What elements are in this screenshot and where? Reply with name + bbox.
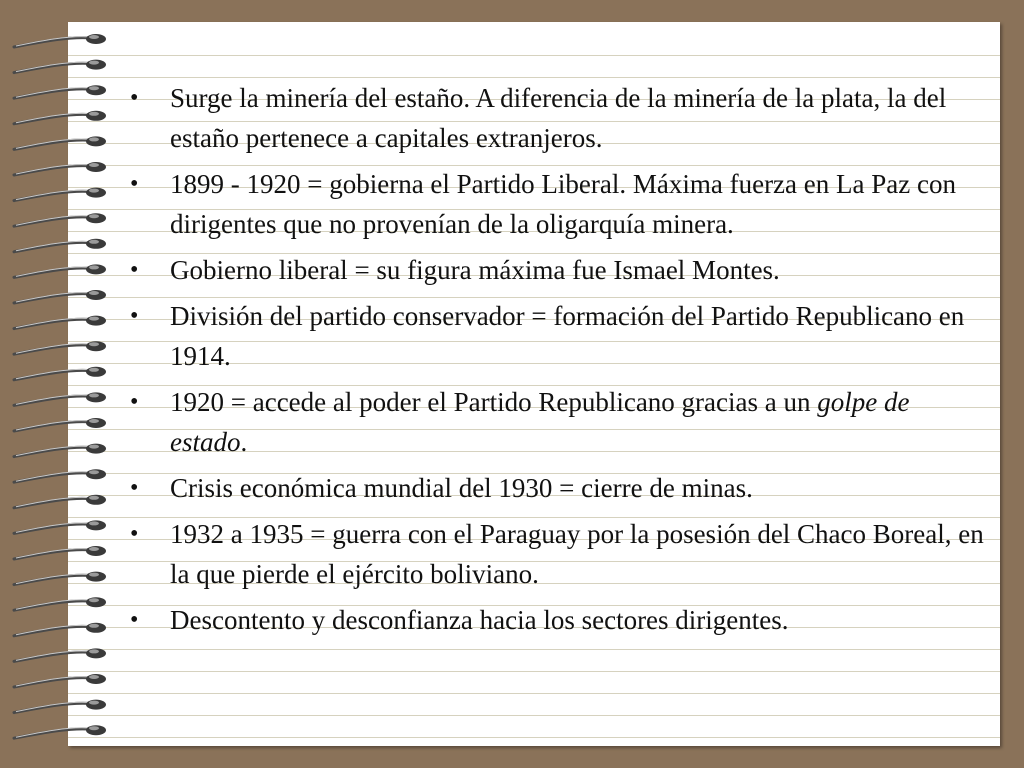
list-item bbox=[128, 468, 988, 508]
list-item bbox=[128, 78, 988, 158]
bullet-list bbox=[128, 78, 988, 646]
bullet-text: División del partido conservador = formación del Partido Republicano en 1914. bbox=[170, 301, 965, 371]
bullet-point: • bbox=[130, 257, 139, 283]
list-item bbox=[128, 382, 988, 462]
list-item bbox=[128, 600, 988, 640]
binding-ring bbox=[14, 188, 106, 201]
bullet-point: • bbox=[130, 475, 139, 501]
binding-ring bbox=[14, 674, 106, 687]
list-item bbox=[128, 164, 988, 244]
binding-ring bbox=[14, 418, 106, 431]
bullet-text: Descontento y desconfianza hacia los sectores dirigentes. bbox=[170, 605, 789, 635]
binding-ring bbox=[14, 34, 106, 47]
binding-ring bbox=[14, 623, 106, 636]
binding-ring bbox=[14, 700, 106, 713]
bullet-text: 1920 = accede al poder el Partido Republicano gracias a un bbox=[170, 387, 818, 417]
spiral-binding bbox=[0, 22, 120, 746]
binding-ring bbox=[14, 111, 106, 124]
binding-ring bbox=[14, 648, 106, 661]
binding-ring bbox=[14, 597, 106, 610]
binding-ring bbox=[14, 367, 106, 380]
binding-ring bbox=[14, 162, 106, 175]
bullet-point: • bbox=[130, 607, 139, 633]
binding-ring bbox=[14, 520, 106, 533]
binding-ring bbox=[14, 316, 106, 329]
binding-ring bbox=[14, 341, 106, 354]
binding-ring bbox=[14, 264, 106, 277]
bullet-point: • bbox=[130, 171, 139, 197]
binding-ring bbox=[14, 444, 106, 457]
list-item bbox=[128, 514, 988, 594]
bullet-text-italic: golpe de estado bbox=[170, 387, 910, 457]
binding-ring bbox=[14, 290, 106, 303]
binding-ring bbox=[14, 136, 106, 149]
binding-ring bbox=[14, 213, 106, 226]
bullet-text: 1932 a 1935 = guerra con el Paraguay por la posesión del Chaco Boreal, en la que pierde el ejército boliviano. bbox=[170, 519, 984, 589]
list-item bbox=[128, 296, 988, 376]
binding-ring bbox=[14, 60, 106, 73]
bullet-point: • bbox=[130, 389, 139, 415]
binding-ring bbox=[14, 469, 106, 482]
bullet-text: Gobierno liberal = su figura máxima fue Ismael Montes. bbox=[170, 255, 780, 285]
binding-ring bbox=[14, 725, 106, 738]
list-item bbox=[128, 250, 988, 290]
binding-ring bbox=[14, 392, 106, 405]
bullet-point: • bbox=[130, 303, 139, 329]
bullet-text-suffix: . bbox=[240, 427, 248, 457]
bullet-text: Surge la minería del estaño. A diferencia de la minería de la plata, la del estaño pertenece a capitales extranjeros. bbox=[170, 83, 947, 153]
bullet-text: 1899 - 1920 = gobierna el Partido Liberal. Máxima fuerza en La Paz con dirigentes que no provenían de la oligarquía minera. bbox=[170, 169, 956, 239]
bullet-text: Crisis económica mundial del 1930 = cierre de minas. bbox=[170, 473, 753, 503]
bullet-point: • bbox=[130, 85, 139, 111]
binding-ring bbox=[14, 495, 106, 508]
binding-ring bbox=[14, 239, 106, 252]
binding-ring bbox=[14, 85, 106, 98]
bullet-point: • bbox=[130, 521, 139, 547]
binding-ring bbox=[14, 572, 106, 585]
binding-ring bbox=[14, 546, 106, 559]
